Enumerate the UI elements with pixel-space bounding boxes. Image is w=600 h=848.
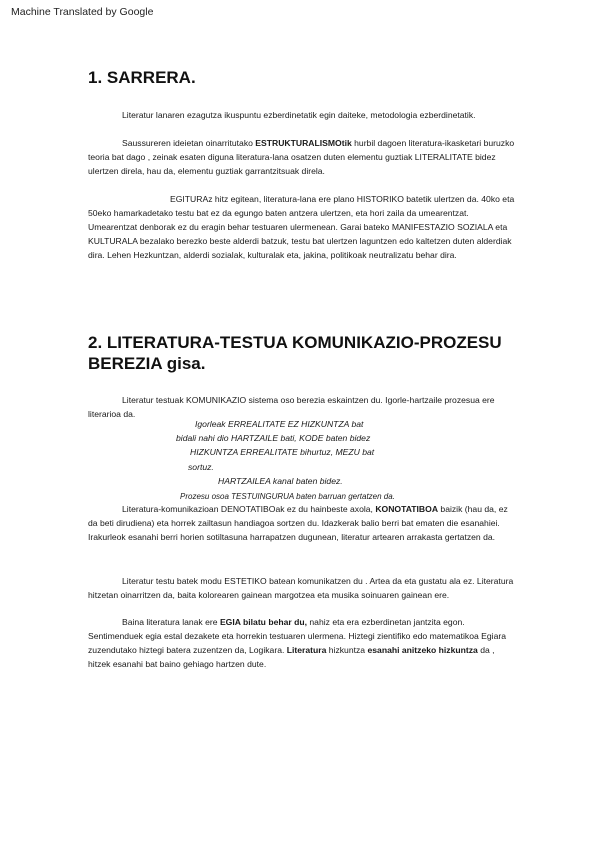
machine-translated-label: Machine Translated by Google [11, 6, 154, 18]
section2-paragraph-3 [88, 574, 518, 602]
diagram-line-6: Prozesu osoa TESTUINGURUA baten barruan gertatzen da. [180, 492, 395, 501]
s2p1-text: Literatur testuak KOMUNIKAZIO sistema oso berezia eskaintzen du. Igorle-hartzaile prozesua ere literarioa da. [88, 395, 495, 419]
s2p4-d: Literatura [286, 645, 327, 655]
s2p4-b: EGIA bilatu behar du, [219, 617, 307, 627]
s2-title-line1: 2. LITERATURA-TESTUA KOMUNIKAZIO-PROZESU [88, 333, 502, 352]
s2-title-line2: BEREZIA gisa. [88, 354, 206, 373]
section2-paragraph-4 [88, 615, 518, 671]
diagram-line-3: HIZKUNTZA ERREALITATE bihurtuz, MEZU bat [190, 447, 375, 457]
s2p4-e: hizkuntza [326, 645, 368, 655]
s2p2-b: KONOTATIBOA [375, 504, 439, 514]
section1-title: 1. SARRERA. [88, 68, 196, 87]
section1-paragraph-2 [88, 136, 518, 178]
s2p2-a: Literatura-komunikazioan DENOTATIBOak ez du hainbeste axola, [122, 504, 376, 514]
diagram-line-5: HARTZAILEA kanal baten bidez. [218, 476, 343, 486]
s2p2-c: baizik (hau da, ez da beti dirudiena) eta horrek zailtasun handiagoa sortzen du. Idazkerak balio berri bat ematen die esanahiei. Irakurleok esanahi berri horien sotiltasuna harrapatzen dugunean, literatur artearen arrakasta gertatzen da. [88, 504, 508, 542]
s2p4-c: nahiz eta era ezberdinetan jantzita egon. Sentimenduek egia estal dezakete eta horrekin testuaren ulermena. Hiztegi zientifiko edo matematikoa Egiara zuzendutako hiztegi batera zuzentzen da, Logikara. [88, 617, 506, 655]
diagram-line-1: Igorleak ERREALITATE EZ HIZKUNTZA bat [195, 419, 364, 429]
section1-paragraph-1 [88, 108, 518, 122]
s1p2-a: Saussureren ideietan oinarritutako [122, 138, 256, 148]
s1p2-b: ESTRUKTURALISMOtik [255, 138, 352, 148]
s1p1-text: Literatur lanaren ezagutza ikuspuntu ezberdinetatik egin daiteke, metodologia ezberdinetatik. [122, 110, 476, 120]
s2p4-a: Baina literatura lanak ere [122, 617, 220, 627]
diagram-line-4: sortuz. [188, 462, 214, 472]
s1p3-text: EGITURAz hitz egitean, literatura-lana ere plano HISTORIKO batetik ulertzen da. 40ko eta 50eko hamarkadetako testu bat ez da egungo baten antzera ulertzen, eta hori zaila da umearentzat. Umearentzat denborak ez du eragin behar testuaren ulermenean. Garai bateko MANIFESTAZIO SOZIALA eta KULTURALA bezalako berezko beste alderdi batzuk, testu bat ulertzen laguntzen edo kaltetzen duten alderdiak dira. Lehen Hezkuntzan, alderdi sozialak, kulturalak eta, jakina, politikoak neutralizatu behar dira. [88, 194, 515, 260]
section1-paragraph-3 [88, 192, 518, 262]
s2p4-f: esanahi anitzeko hizkuntza [367, 645, 478, 655]
s1p2-c: hurbil dagoen literatura-ikasketari buruzko teoria bat dago , zeinak esaten diguna literatura-lana osatzen duten elementu guztiak LITERALITATE bidez ulertzen direla, hau da, elementu guztiak garrantzitsuak direla. [88, 138, 515, 176]
diagram-line-2: bidali nahi dio HARTZAILE bati, KODE baten bidez [176, 433, 371, 443]
s2p4-g: da , hitzek esanahi bat baino gehiago hartzen dute. [88, 645, 495, 669]
section2-paragraph-1 [88, 393, 518, 421]
s2p3-text: Literatur testu batek modu ESTETIKO batean komunikatzen du . Artea da eta gustatu ala ez. Literatura hitzetan oinarritzen da, baita kolorearen gainean margotzea eta musika soinuaren gainean ere. [88, 576, 514, 600]
section2-paragraph-2 [88, 502, 518, 544]
section2-title [88, 332, 502, 374]
